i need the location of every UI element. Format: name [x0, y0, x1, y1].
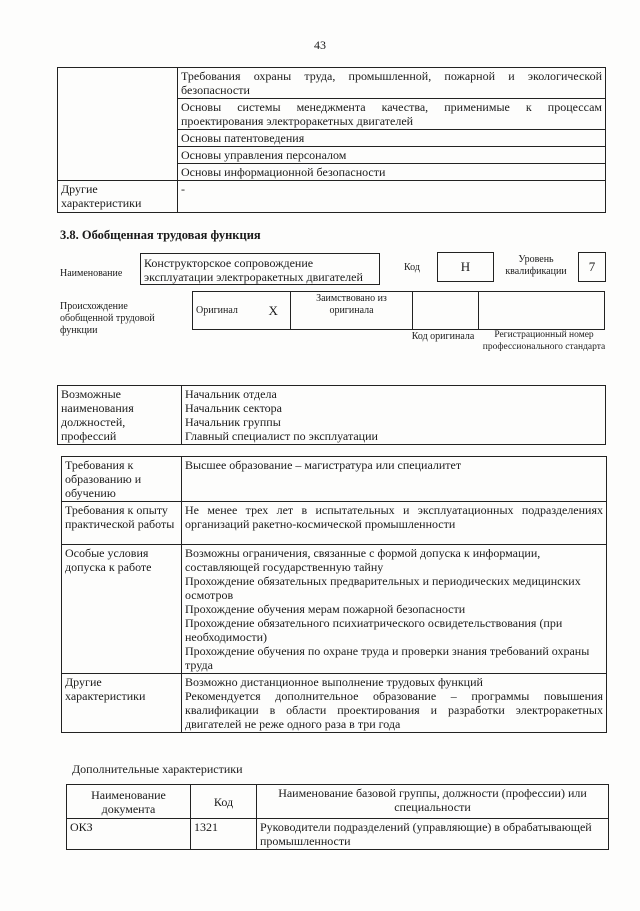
experience-line: Не менее трех лет в испытательных и эксплуатационных подразделениях организаций ракетно-космической промышленности	[185, 503, 603, 531]
positions-list	[182, 386, 606, 445]
access-line: Прохождение обучения по охране труда и проверки знания требований охраны труда	[185, 644, 590, 672]
experience-label: Требования к опыту практической работы	[62, 502, 182, 545]
knowledge-label-cell	[58, 68, 178, 181]
other-characteristics-label: Другие характеристики	[58, 181, 178, 213]
positions-label: Возможные наименования должностей, профессий	[58, 386, 182, 445]
code-label: Код	[404, 262, 420, 273]
borrowed-label: Заимствовано из оригинала	[291, 292, 413, 330]
name-label: Наименование	[60, 268, 123, 279]
knowledge-item: Основы информационной безопасности	[178, 164, 606, 181]
code-original-cell	[413, 292, 479, 330]
position-item: Начальник группы	[185, 415, 281, 429]
positions-table	[57, 385, 606, 445]
education-label: Требования к образованию и обучению	[62, 457, 182, 502]
other-line: Рекомендуется дополнительное образование – программы повышения квалификации в области проектирования и разработки электроракетных двигателей не реже одного раза в три года	[185, 689, 603, 731]
code-original-label: Код оригинала	[411, 331, 475, 342]
origin-label: Происхождение обобщенной трудовой функции	[60, 301, 155, 336]
knowledge-item: Основы патентоведения	[178, 130, 606, 147]
section-title: 3.8. Обобщенная трудовая функция	[60, 228, 261, 242]
knowledge-item: Требования охраны труда, промышленной, пожарной и экологической безопасности	[178, 68, 606, 99]
original-label: Оригинал	[193, 292, 257, 330]
knowledge-table	[57, 67, 606, 213]
header-group-name: Наименование базовой группы, должности (профессии) или специальности	[257, 785, 609, 819]
original-mark: X	[257, 292, 291, 330]
row-group-name: Руководители подразделений (управляющие) в обрабатывающей промышленности	[257, 819, 609, 850]
level-box: 7	[578, 252, 606, 282]
education-line: Высшее образование – магистратура или специалитет	[185, 458, 462, 472]
function-name-box: Конструкторское сопровождение эксплуатации электроракетных двигателей	[140, 253, 380, 285]
access-line: Прохождение обучения мерам пожарной безопасности	[185, 602, 466, 616]
header-document: Наименование документа	[67, 785, 191, 819]
access-line: Прохождение обязательного психиатрического освидетельствования (при необходимости)	[185, 616, 563, 644]
access-conditions-label: Особые условия допуска к работе	[62, 545, 182, 674]
access-line: Возможны ограничения, связанные с формой допуска к информации, составляющей государственную тайну	[185, 546, 541, 574]
additional-title: Дополнительные характеристики	[72, 762, 243, 776]
row-document: ОКЗ	[67, 819, 191, 850]
additional-table	[66, 784, 609, 850]
origin-table	[192, 291, 605, 330]
position-item: Начальник отдела	[185, 387, 277, 401]
experience-value	[182, 502, 607, 545]
access-conditions-value	[182, 545, 607, 674]
position-item: Начальник сектора	[185, 401, 282, 415]
reg-number-label: Регистрационный номер профессионального стандарта	[482, 330, 606, 352]
level-label: Уровень квалификации	[505, 254, 567, 277]
code-box: H	[437, 252, 494, 282]
education-value	[182, 457, 607, 502]
other-line: Возможно дистанционное выполнение трудовых функций	[185, 675, 483, 689]
knowledge-item: Основы системы менеджмента качества, применимые к процессам проектирования электроракетных двигателей	[178, 99, 606, 130]
knowledge-item: Основы управления персоналом	[178, 147, 606, 164]
row-code: 1321	[191, 819, 257, 850]
reg-number-cell	[479, 292, 605, 330]
position-item: Главный специалист по эксплуатации	[185, 429, 378, 443]
requirements-table	[61, 456, 607, 733]
other-characteristics-value: -	[178, 181, 606, 213]
page-number: 43	[314, 38, 326, 52]
access-line: Прохождение обязательных предварительных и периодических медицинских осмотров	[185, 574, 581, 602]
other-value	[182, 674, 607, 733]
other-label: Другие характеристики	[62, 674, 182, 733]
header-code: Код	[191, 785, 257, 819]
